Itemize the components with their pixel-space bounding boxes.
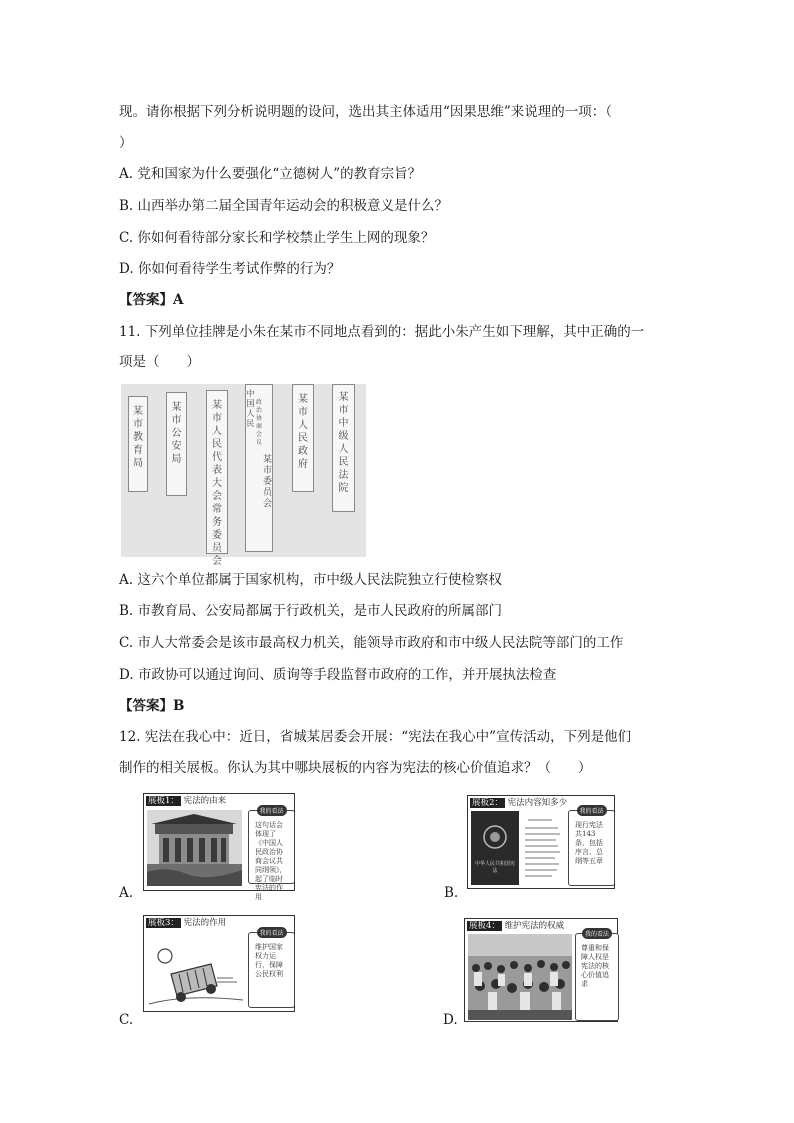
crowd-photo bbox=[468, 934, 572, 1020]
sign-municipal-government: 某市人民政府 bbox=[292, 384, 314, 492]
q11-answer: 【答案】B bbox=[119, 698, 185, 714]
sign-public-security-bureau: 某市公安局 bbox=[166, 392, 187, 496]
building-photo bbox=[147, 810, 242, 886]
q10-option-a: A. 党和国家为什么要强化“立德树人”的教育宗旨？ bbox=[119, 166, 422, 182]
board-d-comment-bubble: 我的看法 尊重和保障人权是宪法的核心价值追求 bbox=[575, 933, 619, 1021]
q12-stem-line1: 12. 宪法在我心中：近日，省城某居委会开展：“宪法在我心中”宣传活动，下列是他们 bbox=[119, 729, 632, 745]
q10-option-b: B. 山西举办第二届全国青年运动会的积极意义是什么？ bbox=[119, 198, 449, 214]
q11-option-d: D. 市政协可以通过询问、质询等手段监督市政府的工作，并开展执法检查 bbox=[119, 667, 557, 683]
constitution-book-cover: 中华人民共和国宪法 bbox=[471, 811, 519, 885]
q10-option-d: D. 你如何看待学生考试作弊的行为？ bbox=[119, 261, 341, 277]
vehicle-cartoon bbox=[147, 934, 245, 1010]
q10-stem-line1: 现。请你根据下列分析说明题的设问，选出其主体适用“因果思维”来说理的一项：（ bbox=[119, 104, 613, 120]
board-d-letter: D. bbox=[443, 1012, 458, 1028]
board-b-letter: B. bbox=[444, 885, 459, 901]
q11-stem-line1: 11. 下列单位挂牌是小朱在某市不同地点看到的：据此小朱产生如下理解，其中正确的一 bbox=[119, 324, 645, 340]
sign-peoples-congress-standing-committee: 某市人民代表大会常务委员会 bbox=[206, 390, 228, 554]
q10-answer: 【答案】A bbox=[119, 292, 184, 308]
board-c-comment-bubble: 我的看法 维护国家权力运行，保障公民权利 bbox=[248, 932, 295, 1008]
board-a-comment-bubble: 我的看法 这句话会体现了《中国人民政治协商会议共同纲领》，起了临时宪法的作用 bbox=[248, 810, 295, 884]
sign-education-bureau: 某市教育局 bbox=[128, 396, 148, 492]
signs-photo bbox=[121, 384, 366, 567]
q10-option-c: C. 你如何看待部分家长和学校禁止学生上网的现象？ bbox=[119, 230, 435, 246]
board-d-title: 展板4： 维护宪法的权威 bbox=[469, 921, 565, 931]
board-a-letter: A. bbox=[119, 885, 134, 901]
board-c-title: 展板3： 宪法的作用 bbox=[148, 918, 227, 928]
q11-option-b: B. 市教育局、公安局都属于行政机关，是市人民政府的所属部门 bbox=[119, 603, 503, 619]
board-c-letter: C. bbox=[119, 1012, 134, 1028]
q11-stem-line2: 项是（ ） bbox=[119, 354, 200, 370]
sign-cppcc-committee: 中国人民政治协商会议某市委员会 bbox=[245, 384, 273, 552]
board-b-title: 展板2： 宪法内容知多少 bbox=[472, 798, 568, 808]
board-a-title: 展板1： 宪法的由来 bbox=[148, 796, 227, 806]
q11-option-a: A. 这六个单位都属于国家机构，市中级人民法院独立行使检察权 bbox=[119, 572, 502, 588]
q11-option-c: C. 市人大常委会是该市最高权力机关，能领导市政府和市中级人民法院等部门的工作 bbox=[119, 635, 624, 651]
board-a bbox=[143, 793, 295, 901]
board-b bbox=[467, 795, 615, 889]
q10-stem-line2: ） bbox=[119, 135, 133, 151]
board-b-comment-bubble: 我的看法 现行宪法共143条，包括序言、总纲等五章 bbox=[568, 810, 615, 886]
board-d bbox=[464, 918, 618, 1022]
constitution-contents-list bbox=[522, 812, 564, 884]
q12-stem-line2: 制作的相关展板。你认为其中哪块展板的内容为宪法的核心价值追求？（ ） bbox=[119, 760, 592, 776]
board-c bbox=[143, 915, 295, 1012]
sign-intermediate-court: 某市中级人民法院 bbox=[332, 384, 355, 512]
